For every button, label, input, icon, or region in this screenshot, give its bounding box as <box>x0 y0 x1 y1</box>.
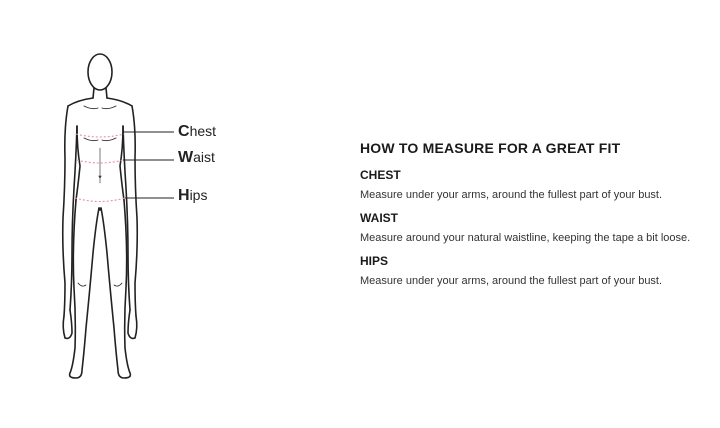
measurement-guide <box>360 140 712 297</box>
guide-section-waist <box>360 211 712 244</box>
hips-label-initial: H <box>178 187 190 204</box>
body-outline-illustration <box>50 48 250 388</box>
section-heading-hips: HIPS <box>360 254 389 268</box>
guide-section-hips <box>360 254 712 287</box>
section-text-hips: Measure under your arms, around the fullest part of your bust. <box>360 275 663 287</box>
section-heading-waist: WAIST <box>360 211 398 225</box>
hips-label <box>178 188 207 204</box>
guide-section-chest <box>360 168 712 201</box>
section-text-chest: Measure under your arms, around the fullest part of your bust. <box>360 189 663 201</box>
waist-label <box>178 150 215 166</box>
chest-label-initial: C <box>178 123 190 140</box>
body-measurement-figure <box>50 48 250 388</box>
section-text-waist: Measure around your natural waistline, keeping the tape a bit loose. <box>360 232 691 244</box>
chest-measure-line <box>76 134 124 137</box>
waist-label-rest: aist <box>193 149 215 165</box>
hips-label-rest: ips <box>189 187 208 203</box>
body-outline <box>63 54 138 378</box>
leader-lines <box>123 132 174 198</box>
waist-label-initial: W <box>178 149 194 166</box>
hips-measure-line <box>75 198 125 202</box>
guide-title: HOW TO MEASURE FOR A GREAT FIT <box>360 140 621 156</box>
section-heading-chest: CHEST <box>360 168 401 182</box>
chest-label-rest: hest <box>189 123 217 139</box>
chest-label <box>178 124 216 140</box>
